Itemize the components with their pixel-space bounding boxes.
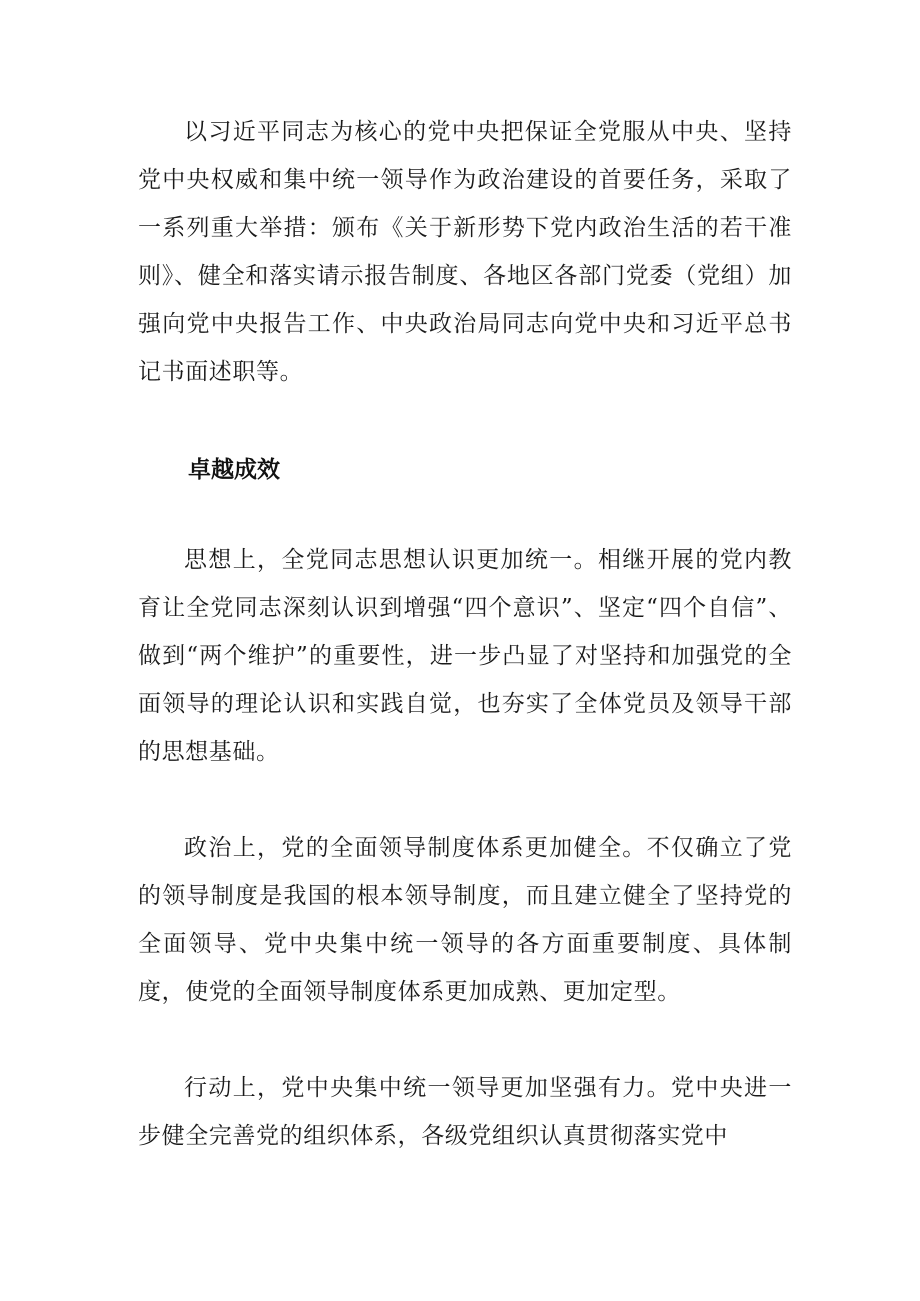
paragraph-intro: 以习近平同志为核心的党中央把保证全党服从中央、坚持党中央权威和集中统一领导作为政治建设的首要任务，采取了一系列重大举措：颁布《关于新形势下党内政治生活的若干准则》、健全和落实请示报告制度、各地区各部门党委（党组）加强向党中央报告工作、中央政治局同志向党中央和习近平总书记书面述职等。 [138,119,792,385]
paragraph-thought: 思想上，全党同志思想认识更加统一。相继开展的党内教育让全党同志深刻认识到增强“四个意识”、坚定“四个自信”、做到“两个维护”的重要性，进一步凸显了对坚持和加强党的全面领导的理论认识和实践自觉，也夯实了全体党员及领导干部的思想基础。 [138,547,792,765]
section-heading: 卓越成效 [188,457,280,483]
paragraph-politics: 政治上，党的全面领导制度体系更加健全。不仅确立了党的领导制度是我国的根本领导制度，而且建立健全了坚持党的全面领导、党中央集中统一领导的各方面重要制度、具体制度，使党的全面领导制度体系更加成熟、更加定型。 [138,835,792,1005]
paragraph-action: 行动上，党中央集中统一领导更加坚强有力。党中央进一步健全完善党的组织体系，各级党组织认真贯彻落实党中 [138,1075,792,1149]
